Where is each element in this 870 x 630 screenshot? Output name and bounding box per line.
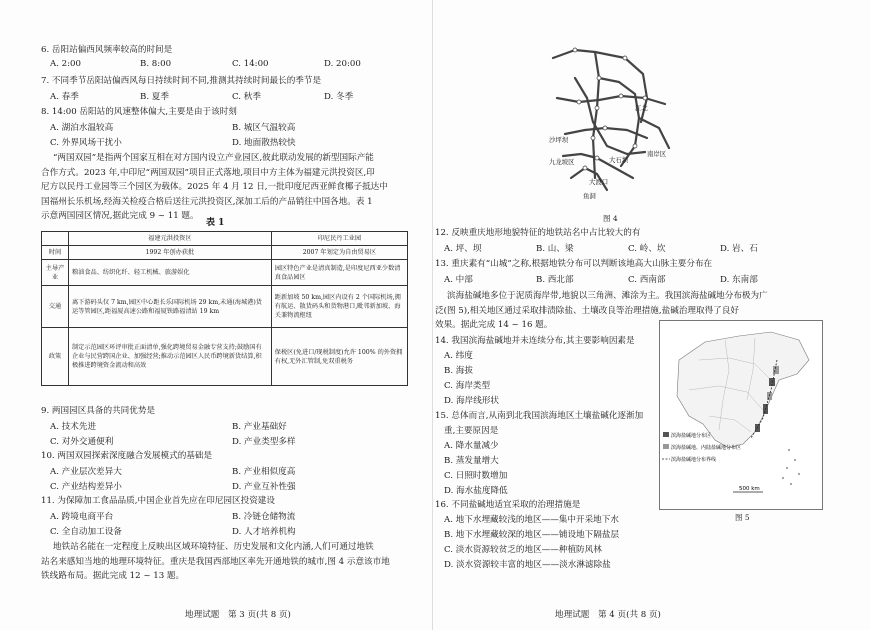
legend-label: 滨海盐碱地分布界线: [671, 457, 717, 463]
q14-option-b[interactable]: B. 海拔: [444, 366, 473, 376]
q7-option-a[interactable]: A. 春季: [50, 92, 79, 102]
q12-option-a[interactable]: A. 坪、坝: [444, 244, 482, 254]
table-cell: 1992 年创办获批: [69, 246, 272, 260]
table-1: [41, 231, 408, 386]
passage-line: 滨海盐碱地多位于泥质海岸带,地貌以三角洲、滩涂为主。我国滨海盐碱地分布极为广: [447, 291, 768, 301]
passage-line: 示意两国园区情况,据此完成 9 ~ 11 题。: [41, 211, 199, 221]
q14-option-d[interactable]: D. 海岸线形状: [444, 396, 500, 406]
passage-line: 地铁站名能在一定程度上反映出区域环境特征、历史发展和文化内涵,人们可通过地铁: [53, 542, 374, 552]
q10-stem: 10. 两国双园探索深度融合发展模式的基础是: [41, 451, 213, 461]
q11-option-b[interactable]: B. 冷链仓储物流: [232, 512, 296, 522]
q11-stem: 11. 为保障加工食品品质,中国企业首先应在印尼园区投资建设: [41, 496, 275, 506]
page-3: [0, 0, 430, 630]
legend-swatch: [663, 444, 669, 449]
q12-option-b[interactable]: B. 山、梁: [536, 244, 574, 254]
figure-4-caption: 图 4: [603, 214, 618, 223]
q8-option-b[interactable]: B. 城区气温较高: [232, 123, 296, 133]
table-col-header: 福建元洪投资区: [69, 232, 272, 246]
q12-stem: 12. 反映重庆地形地貌特征的地铁站名中占比较大的有: [435, 228, 641, 238]
q14-option-c[interactable]: C. 海岸类型: [444, 381, 491, 391]
table-cell: 保税区(免进口/现税制度)允许 100% 的外资拥有权,无外汇管制,免双重税务: [271, 328, 407, 386]
row-head: 时间: [42, 246, 69, 260]
passage-metro: [41, 540, 409, 584]
q15-stem: 15. 总体而言,从南到北我国滨海地区土壤盐碱化逐渐加: [435, 411, 644, 421]
map-label: 江北: [635, 104, 648, 112]
q6-stem: 6. 岳阳站偏西风频率较高的时间是: [41, 45, 173, 55]
legend-swatch: [663, 432, 669, 437]
page-fold: [432, 0, 433, 630]
map-label: 九龙坡区: [549, 158, 575, 166]
table-cell: 园区特色产业是清真制造,是印度尼西亚少数清真食品园区: [271, 260, 407, 286]
table-cell: 距新加坡 50 km,园区内设有 2 个国际机场,拥有航运、散货码头和货物港口,毗邻新加坡、海关兼物流枢纽: [271, 286, 407, 328]
q10-options-row2: [50, 480, 296, 492]
q15-option-d[interactable]: D. 海水盐度降低: [444, 486, 508, 496]
q9-options-row2: [50, 435, 296, 447]
q9-option-a[interactable]: A. 技术先进: [50, 422, 97, 432]
q13-option-d[interactable]: D. 东南部: [720, 275, 758, 285]
row-head: 政策: [42, 328, 69, 386]
q13-option-c[interactable]: C. 西南部: [628, 275, 666, 285]
q7-option-c[interactable]: C. 秋季: [232, 92, 261, 102]
q16-option-b[interactable]: B. 地下水埋藏较深的地区——铺设地下隔盐层: [444, 530, 620, 540]
q6-option-d[interactable]: D. 20:00: [324, 59, 361, 69]
q9-stem: 9. 两国园区具备的共同优势是: [41, 406, 156, 416]
q8-option-d[interactable]: D. 地面散热较快: [232, 138, 296, 148]
map-label: 南岸区: [647, 150, 667, 158]
q6-options: [50, 59, 361, 69]
q6-option-b[interactable]: B. 8:00: [140, 59, 172, 69]
q7-options: [50, 90, 353, 102]
q7-option-d[interactable]: D. 冬季: [324, 92, 354, 102]
q15-stem-cont: 重,主要原因是: [444, 426, 499, 436]
page-4: [435, 0, 870, 630]
q14-stem: 14. 我国滨海盐碱地并未连续分布,其主要影响因素是: [435, 336, 635, 346]
map-label: 沙坪坝: [549, 136, 569, 144]
q14-option-a[interactable]: A. 纬度: [444, 351, 473, 361]
q9-options-row1: [50, 420, 287, 432]
q15-option-a[interactable]: A. 降水量减少: [444, 441, 499, 451]
table-row: [42, 328, 408, 386]
table-row: [42, 286, 408, 328]
metro-map-figure: [535, 38, 685, 208]
table-row: [42, 246, 408, 260]
table-corner: [42, 232, 69, 246]
scale-label: 500 km: [739, 486, 760, 492]
table-caption: 表 1: [206, 218, 225, 228]
q9-option-b[interactable]: B. 产业基础好: [232, 422, 287, 432]
q16-stem: 16. 不同盐碱地适宜采取的治理措施是: [435, 500, 581, 510]
q11-option-c[interactable]: C. 全自动加工设备: [50, 527, 122, 537]
q11-options-row2: [50, 525, 296, 537]
table-row: [42, 260, 408, 286]
q6-option-a[interactable]: A. 2:00: [50, 59, 81, 69]
q7-option-b[interactable]: B. 夏季: [140, 92, 169, 102]
q9-option-d[interactable]: D. 产业类型多样: [232, 437, 296, 447]
map-label: 大石坝: [609, 156, 629, 164]
passage-line: 铁线路布局。据此完成 12 ~ 13 题。: [41, 571, 185, 581]
passage-line: 尼方以民丹工业园等三个园区为载体。2025 年 4 月 12 日,一批印度尼西亚鲜食椰子抵达中: [41, 182, 388, 192]
table-cell: 粮油食品、纺织化纤、轻工机械、旅游娱化: [69, 260, 272, 286]
q11-option-a[interactable]: A. 跨境电商平台: [50, 512, 114, 522]
q6-option-c[interactable]: C. 14:00: [232, 59, 269, 69]
saline-land-map-figure: [659, 320, 823, 510]
q16-option-c[interactable]: C. 淡水资源较贫乏的地区——种植防风林: [444, 545, 602, 555]
q13-option-b[interactable]: B. 西北部: [536, 275, 574, 285]
table-cell: 2007 年划定为自由贸易区: [271, 246, 407, 260]
q10-option-c[interactable]: C. 产业结构差异小: [50, 482, 122, 492]
q16-option-a[interactable]: A. 地下水埋藏较浅的地区——集中开采地下水: [444, 515, 619, 525]
passage-line: 泛(图 5),相关地区通过采取排渍除盐、土壤改良等治理措施,盐碱治理取得了良好: [435, 305, 739, 316]
q11-options-row1: [50, 510, 295, 522]
legend-label: 滨海盐碱地、内陆盐碱地分布区: [671, 445, 742, 451]
passage-line: 效果。据此完成 14 ~ 16 题。: [435, 320, 553, 330]
q15-option-b[interactable]: B. 蒸发量增大: [444, 456, 499, 466]
q9-option-c[interactable]: C. 对外交通便利: [50, 437, 114, 447]
q8-option-a[interactable]: A. 湖泊水温较高: [50, 123, 114, 133]
q10-options-row1: [50, 465, 295, 477]
q8-option-c[interactable]: C. 外界风场干扰小: [50, 138, 122, 148]
q13-stem: 13. 重庆素有“山城”之称,根据地铁分布可以判断该地高大山脉主要分布在: [435, 259, 713, 269]
q12-option-c[interactable]: C. 岭、坎: [628, 244, 666, 254]
q16-option-d[interactable]: D. 淡水资源较丰富的地区——淡水淋滤除盐: [444, 560, 611, 570]
row-head: 主导产业: [42, 260, 69, 286]
table-cell: 制定示范园区环评审批正面清单,强化跨境贸易金融专营支持;鼓励国有企业与民营跨国企业、加强经营;推动示范园区人民币跨境新货结算,积极推进跨境资金流动和高效: [69, 328, 272, 386]
passage-line: 站名来感知当地的地理环境特征。重庆是我国西部地区率先开通地铁的城市,图 4 示意该市地: [41, 556, 390, 567]
q12-options: [444, 242, 758, 254]
figure-5-caption: 图 5: [735, 513, 750, 522]
q11-option-d[interactable]: D. 人才培养机构: [232, 527, 296, 537]
page-footer: 地理试题 第 4 页(共 8 页): [555, 610, 661, 620]
page-footer: 地理试题 第 3 页(共 8 页): [185, 610, 291, 620]
table-col-header: 印尼民丹工业园: [271, 232, 407, 246]
passage-two-parks: [41, 151, 409, 224]
passage-line: 国福州长乐机场,经海关检疫合格后送往元洪投资区,深加工后的产品销往中国各地。表 1: [41, 196, 373, 207]
passage-line: 合作方式。2023 年,中印尼“两国双园”项目正式落地,项目中方主体为福建元洪投资区,印: [41, 167, 375, 178]
q13-option-a[interactable]: A. 中部: [444, 275, 473, 285]
q12-option-d[interactable]: D. 岩、石: [720, 244, 758, 254]
q8-stem: 8. 14:00 岳阳站的风速整体偏大,主要是由于该时刻: [41, 107, 237, 117]
q7-stem: 7. 不同季节岳阳站偏西风每日持续时间不同,推测其持续时间最长的季节是: [41, 76, 322, 86]
map-label: 大渡口: [589, 178, 609, 186]
table-header-row: [42, 232, 408, 246]
q10-option-a[interactable]: A. 产业层次差异大: [50, 467, 122, 477]
legend-label: 滨海盐碱地分布区: [671, 433, 712, 439]
map-label: 鱼洞: [583, 192, 596, 200]
q13-options: [444, 273, 758, 285]
q15-option-c[interactable]: C. 日照时数增加: [444, 471, 508, 481]
table-cell: 离下游码头仅 7 km,园区中心距长乐国际机场 29 km,未通(海城港)货运等管园区,距福厦高速公路和福厦铁路福清站 19 km: [69, 286, 272, 328]
q10-option-d[interactable]: D. 产业互补性强: [232, 482, 296, 492]
row-head: 交通: [42, 286, 69, 328]
q8-options-row1: [50, 121, 295, 133]
passage-line: “两国双园”是指两个国家互相在对方国内设立产业园区,彼此联动发展的新型国际产能: [53, 153, 374, 163]
q8-options-row2: [50, 136, 296, 148]
q10-option-b[interactable]: B. 产业相似度高: [232, 467, 296, 477]
